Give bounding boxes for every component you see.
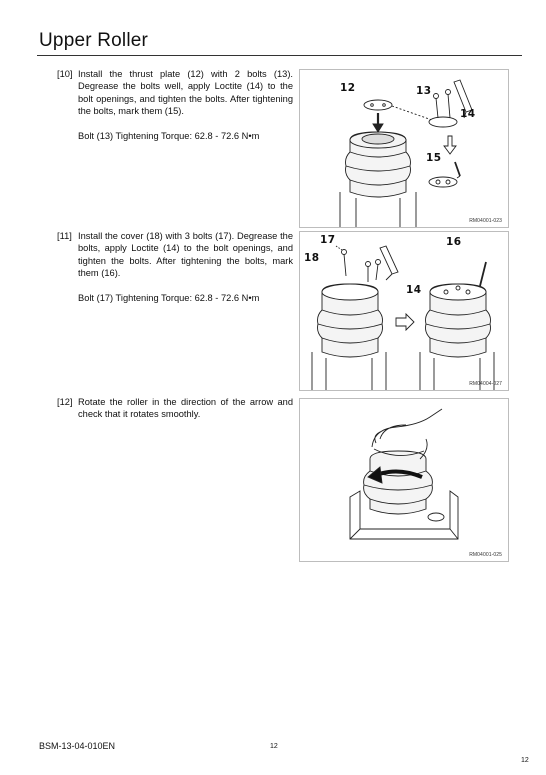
- callout-label: 15: [426, 152, 442, 164]
- figure-code: RM04004-027: [469, 381, 502, 387]
- footer-page-number: 12: [270, 743, 278, 750]
- callout-label: 14: [406, 284, 422, 296]
- title-rule: [37, 55, 522, 56]
- step-number: [12]: [57, 397, 73, 407]
- figure-rotate-roller: [299, 398, 509, 562]
- step-11: [57, 230, 293, 304]
- figure-thrust-plate: [299, 69, 509, 228]
- figure-code: RM04001-023: [469, 218, 502, 224]
- callout-label: 16: [446, 236, 462, 248]
- callout-label: 18: [304, 252, 320, 264]
- callout-label: 13: [416, 85, 432, 97]
- step-12: [57, 396, 293, 421]
- page-title: Upper Roller: [39, 30, 149, 51]
- callout-label: 17: [320, 234, 336, 246]
- step-text: Rotate the roller in the direction of the arrow and check that it rotates smoothly.: [78, 397, 293, 420]
- callout-label: 14: [460, 108, 476, 120]
- figure-cover: [299, 231, 509, 391]
- thrust-plate-illustration: [300, 70, 508, 227]
- step-number: [10]: [57, 69, 73, 79]
- figure-code: RM04001-025: [469, 552, 502, 558]
- step-10: [57, 68, 293, 142]
- step-text: Install the cover (18) with 3 bolts (17). Degrease the bolts, apply Loctite (14) to the bolt openings, and tighten the bolts. After tightening the bolts, mark them (16).: [78, 231, 293, 279]
- torque-spec: Bolt (17) Tightening Torque: 62.8 - 72.6 N•m: [78, 292, 260, 303]
- callout-label: 12: [340, 82, 356, 94]
- rotate-roller-illustration: [300, 399, 508, 561]
- torque-spec: Bolt (13) Tightening Torque: 62.8 - 72.6 N•m: [78, 130, 260, 141]
- footer-doc-id: BSM-13-04-010EN: [39, 741, 116, 751]
- step-text: Install the thrust plate (12) with 2 bolts (13). Degrease the bolts well, apply Loctite (14) to the bolt openings, and tighten the bolts. After tightening the bolts, mark them (15).: [78, 69, 293, 117]
- cover-illustration: [300, 232, 508, 390]
- corner-page-number: 12: [521, 757, 529, 764]
- step-number: [11]: [57, 231, 72, 241]
